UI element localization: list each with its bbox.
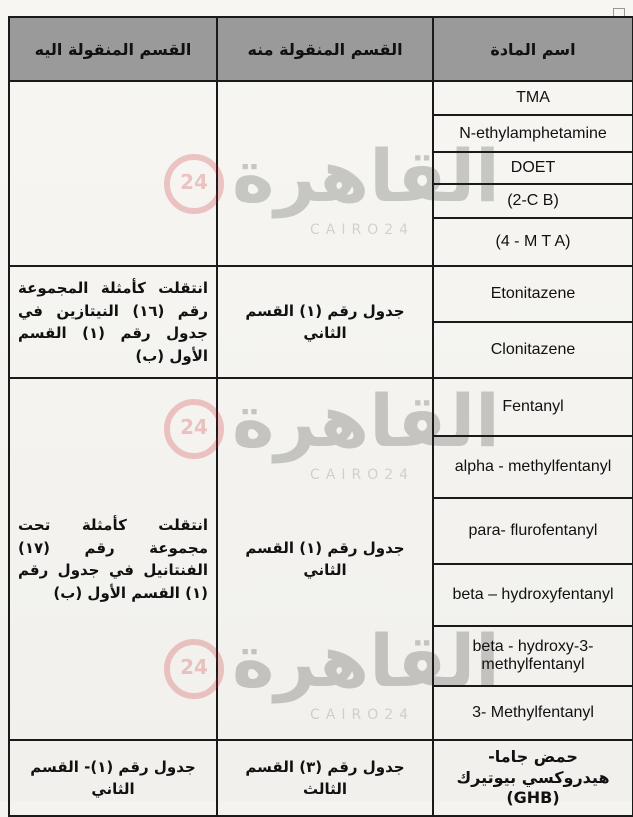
group2-transferred-to: انتقلت كأمثلة المجموعة رقم (١٦) النيتازين في جدول رقم (١) القسم الأول (ب) bbox=[9, 266, 217, 378]
watermark-english: CAIRO24 bbox=[310, 707, 415, 723]
group1-transferred-to bbox=[9, 81, 217, 266]
watermark-arabic: القاهرة bbox=[232, 134, 500, 218]
watermark-arabic: القاهرة bbox=[232, 619, 500, 703]
substance-name: Fentanyl bbox=[433, 378, 633, 436]
substance-name: beta – hydroxyfentanyl bbox=[433, 564, 633, 626]
header-transferred-from: القسم المنقولة منه bbox=[217, 17, 433, 81]
substance-name: (2-C B) bbox=[433, 184, 633, 218]
watermark-arabic: القاهرة bbox=[232, 379, 500, 463]
substance-name: (4 - M T A) bbox=[433, 218, 633, 266]
table-row bbox=[9, 740, 633, 816]
substance-transfer-table bbox=[8, 16, 633, 817]
table-row bbox=[9, 266, 633, 322]
group1-transferred-from bbox=[217, 81, 433, 266]
substance-name: alpha - methylfentanyl bbox=[433, 436, 633, 498]
header-transferred-to: القسم المنقولة اليه bbox=[9, 17, 217, 81]
substance-name: TMA bbox=[433, 81, 633, 115]
watermark-number: 24 bbox=[180, 415, 208, 439]
substance-name: beta - hydroxy-3- methylfentanyl bbox=[433, 626, 633, 686]
watermark-number: 24 bbox=[180, 655, 208, 679]
group2-transferred-from: جدول رقم (١) القسم الثاني bbox=[217, 266, 433, 378]
watermark-number: 24 bbox=[180, 170, 208, 194]
substance-name: 3- Methylfentanyl bbox=[433, 686, 633, 740]
table-row bbox=[9, 378, 633, 436]
header-substance-name: اسم المادة bbox=[433, 17, 633, 81]
substance-name: N-ethylamphetamine bbox=[433, 115, 633, 152]
group3-transferred-to: انتقلت كأمثلة تحت مجموعة رقم (١٧) الفنتانيل في جدول رقم (١) القسم الأول (ب) bbox=[9, 378, 217, 740]
group4-transferred-from: جدول رقم (٣) القسم الثالث bbox=[217, 740, 433, 816]
watermark-english: CAIRO24 bbox=[310, 467, 415, 483]
table-header-row bbox=[9, 17, 633, 81]
substance-name: حمض جاما- هيدروكسي بيوتيرك (GHB) bbox=[433, 740, 633, 816]
substance-name: para- flurofentanyl bbox=[433, 498, 633, 564]
table-row bbox=[9, 81, 633, 115]
group4-transferred-to: جدول رقم (١)- القسم الثاني bbox=[9, 740, 217, 816]
substance-name: Clonitazene bbox=[433, 322, 633, 378]
substance-name: DOET bbox=[433, 152, 633, 184]
group3-transferred-from: جدول رقم (١) القسم الثاني bbox=[217, 378, 433, 740]
substance-name: Etonitazene bbox=[433, 266, 633, 322]
watermark-english: CAIRO24 bbox=[310, 222, 415, 238]
